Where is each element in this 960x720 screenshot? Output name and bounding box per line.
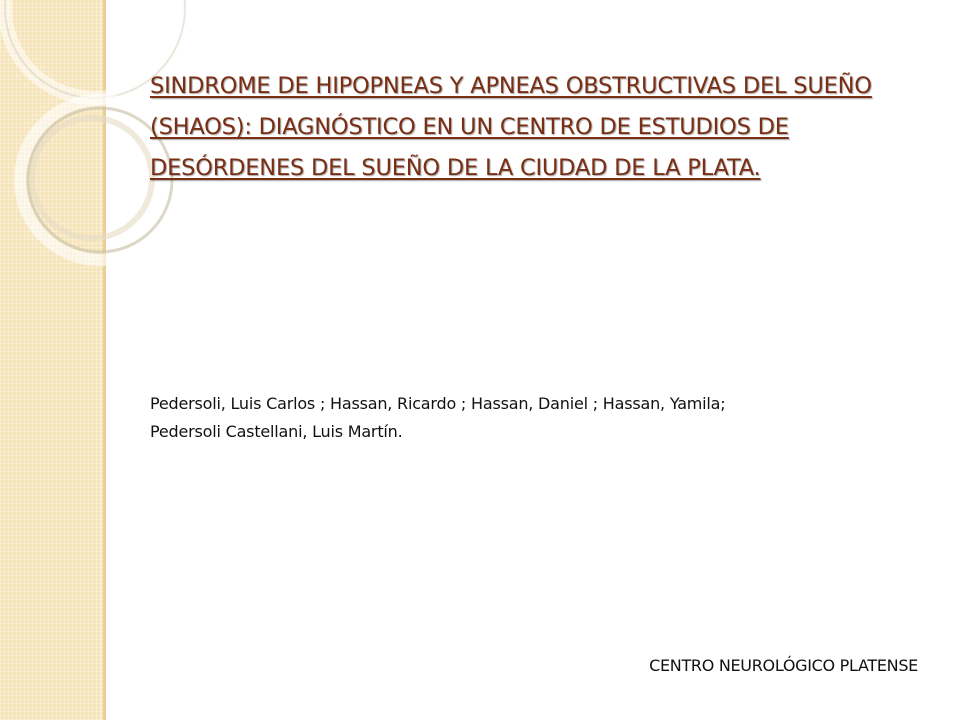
authors-list: Pedersoli, Luis Carlos ; Hassan, Ricardo ; Hassan, Daniel ; Hassan, Yamila; Pedersoli Castellani, Luis Martín.: [150, 394, 726, 441]
ring-bottom-inner: [32, 118, 152, 238]
institution-name: CENTRO NEUROLÓGICO PLATENSE: [649, 656, 918, 675]
slide-title: SINDROME DE HIPOPNEAS Y APNEAS OBSTRUCTIVAS DEL SUEÑO (SHAOS): DIAGNÓSTICO EN UN CENTRO DE ESTUDIOS DE DESÓRDENES DEL SUEÑO DE LA CIUDAD DE LA PLATA.: [150, 73, 872, 181]
